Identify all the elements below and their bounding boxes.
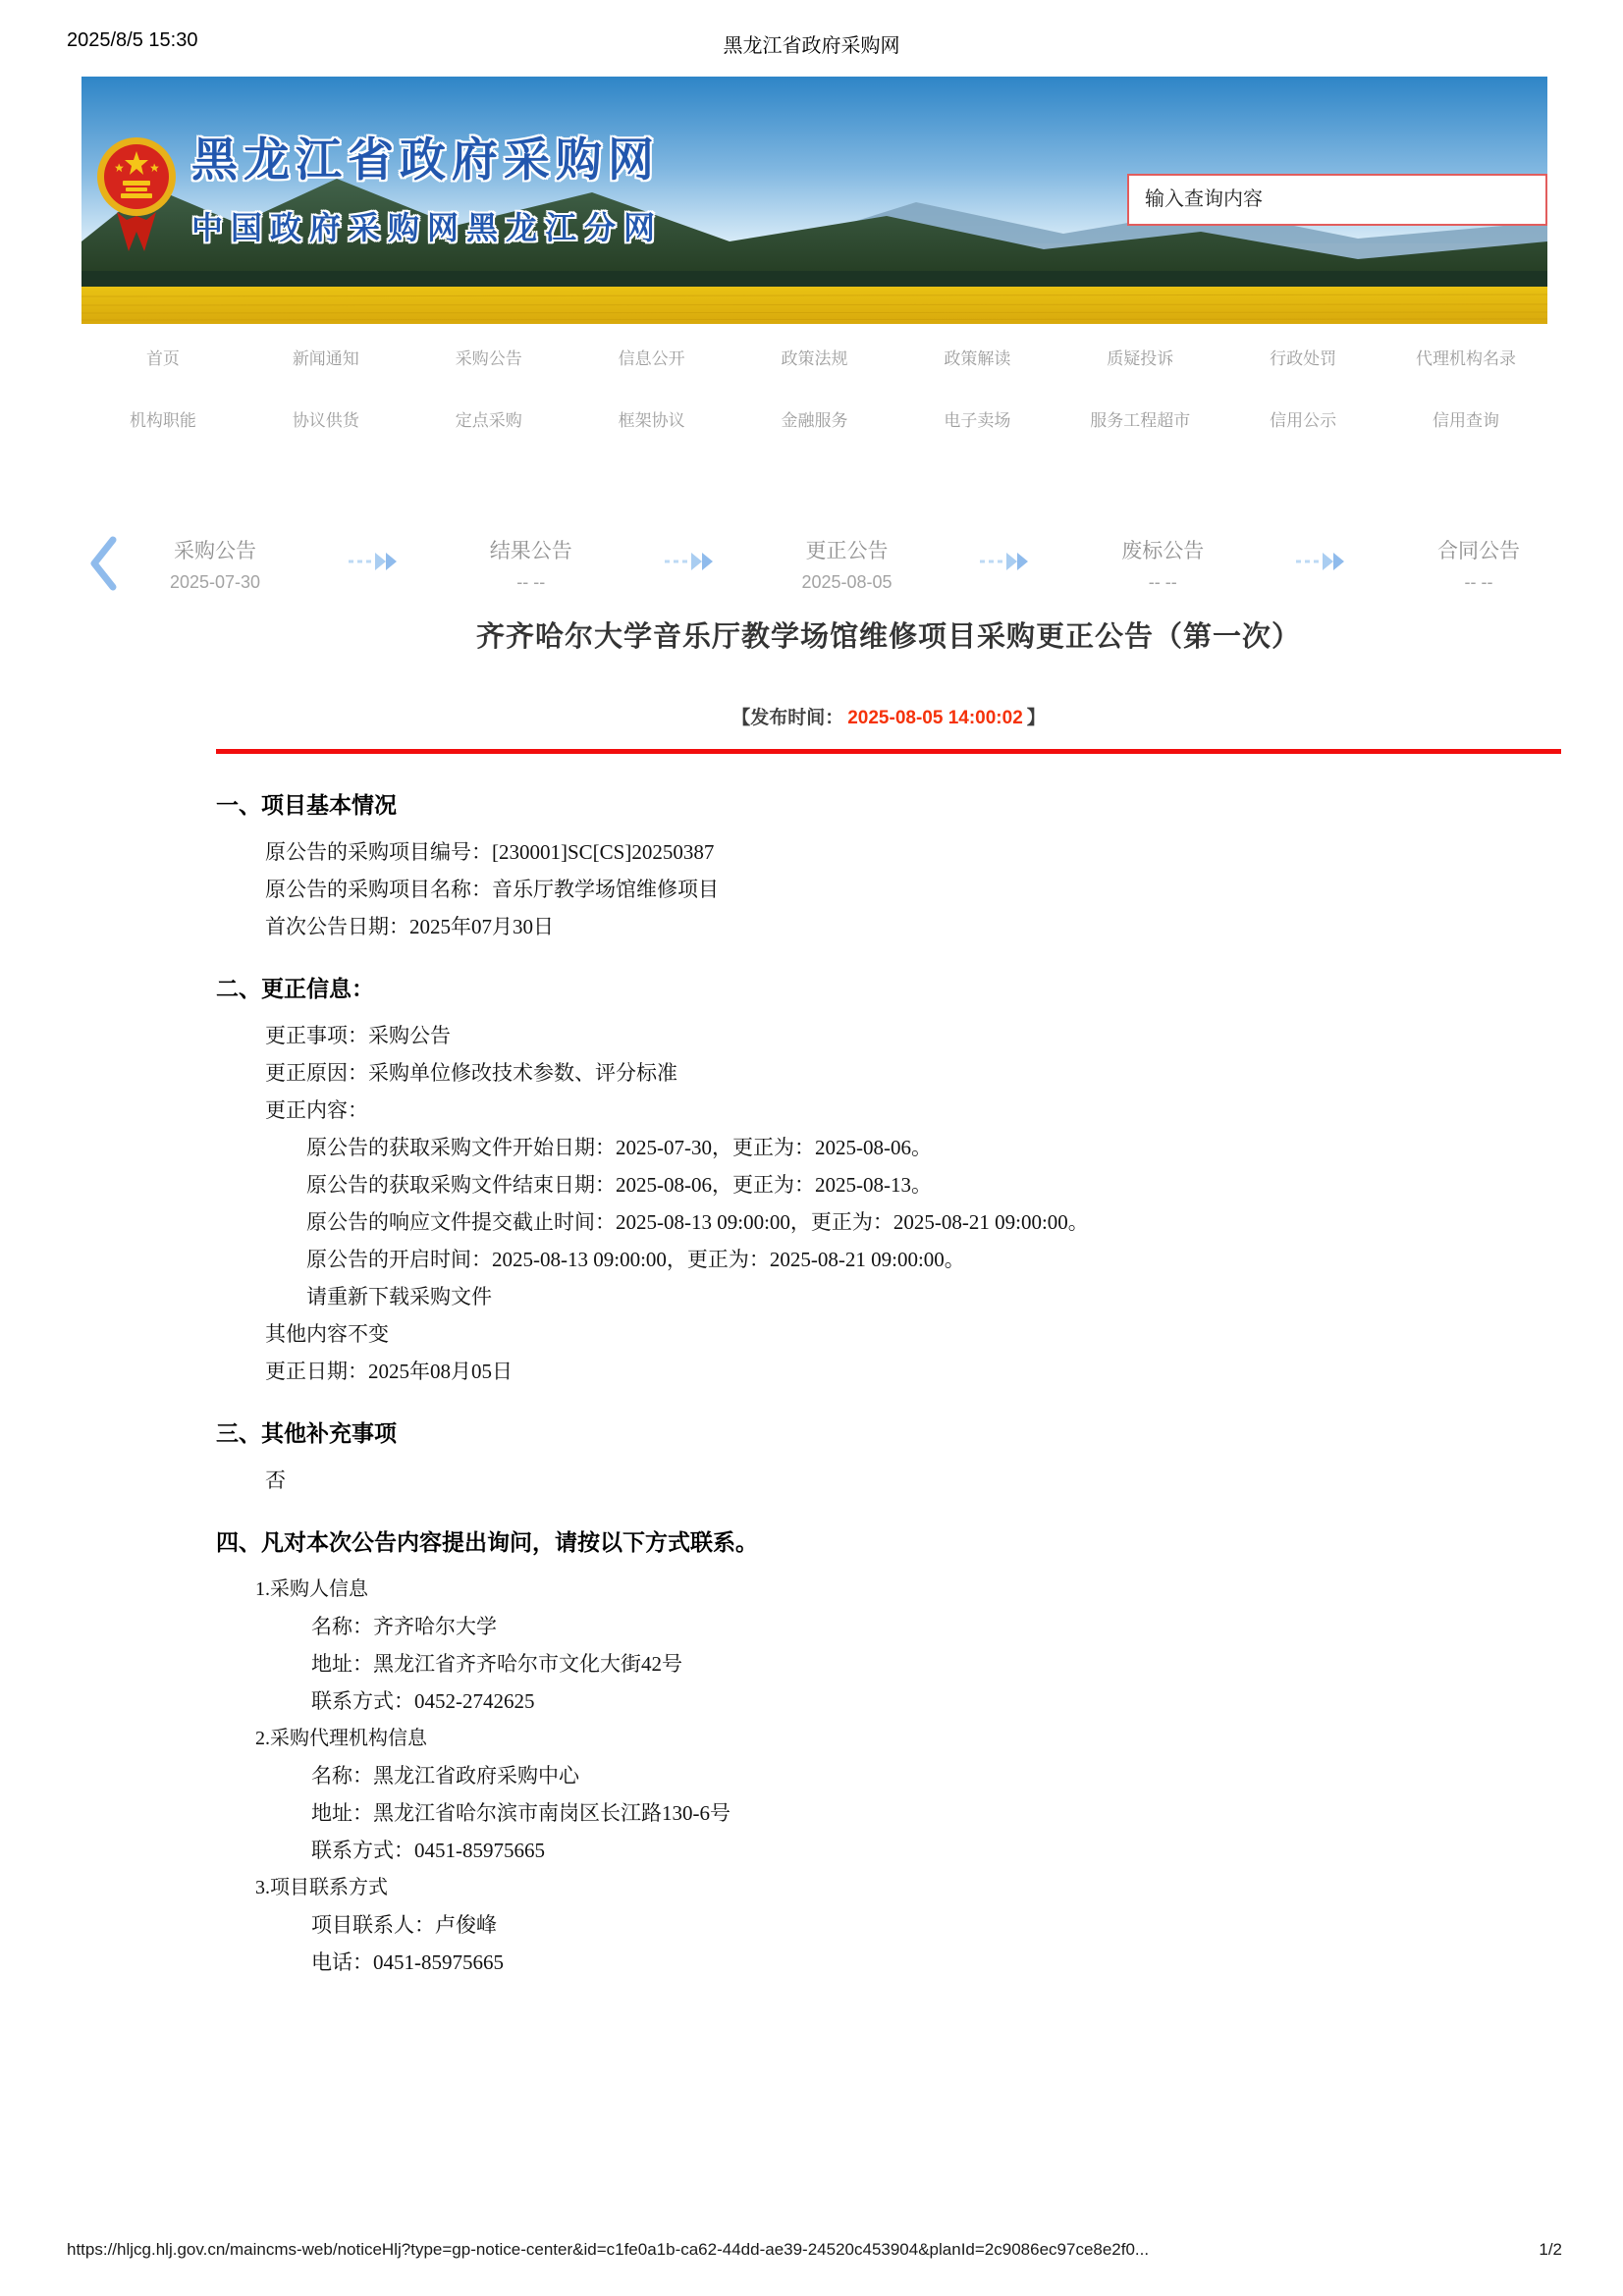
timeline-stages [146,535,1547,593]
nav-row-2-item-1[interactable]: 协议供货 [292,411,359,430]
site-banner [81,77,1547,324]
nav-row-1-item-2[interactable]: 采购公告 [455,349,522,368]
search-input[interactable] [1129,176,1545,224]
section-heading-3: 三、其他补充事项 [216,1421,397,1446]
notice-line: 名称：齐齐哈尔大学 [311,1615,497,1638]
chevron-left-icon[interactable] [87,535,119,592]
timeline-stage-2[interactable] [779,535,916,593]
notice-line: 2.采购代理机构信息 [255,1728,427,1749]
notice-body [216,787,1561,1977]
notice-line: 原公告的响应文件提交截止时间：2025-08-13 09:00:00，更正为：2025-08-21 09:00:00。 [306,1210,1089,1234]
timeline-stage-date: -- -- [1148,571,1177,592]
nav-row-2-item-8[interactable]: 信用查询 [1433,411,1500,430]
notice-line: 更正原因：采购单位修改技术参数、评分标准 [265,1061,677,1085]
timeline-stage-date: 2025-08-05 [801,571,893,592]
notice-line: 首次公告日期：2025年07月30日 [265,915,554,938]
nav-row-2-item-0[interactable]: 机构职能 [129,411,196,430]
notice-line: 地址：黑龙江省齐齐哈尔市文化大街42号 [311,1652,682,1676]
notice-article [216,616,1561,1985]
timeline-stage-date: -- -- [1464,571,1493,592]
notice-line: 更正内容： [265,1098,368,1122]
red-divider [216,749,1561,754]
page-indicator: 1/2 [1539,2240,1562,2259]
nav-row-2-item-2[interactable]: 定点采购 [455,411,522,430]
timeline-stage-3[interactable] [1094,535,1231,593]
nav-row-2-item-5[interactable]: 电子卖场 [944,411,1011,430]
notice-line: 地址：黑龙江省哈尔滨市南岗区长江路130-6号 [311,1801,730,1825]
timeline-stage-label: 合同公告 [1437,539,1520,562]
timeline-stage-date: 2025-07-30 [169,571,261,592]
publish-time-line [216,703,1561,729]
timeline-stage-date: -- -- [516,571,546,592]
notice-timeline [81,512,1547,614]
nav-row-1-item-3[interactable]: 信息公开 [618,349,685,368]
banner-titles [191,124,663,248]
nav-row-1-item-1[interactable]: 新闻通知 [292,349,359,368]
china-national-emblem-icon [95,126,178,273]
notice-line: 3.项目联系方式 [255,1877,388,1898]
notice-line: 否 [265,1468,286,1492]
notice-line: 联系方式：0452-2742625 [311,1689,535,1713]
notice-line: 1.采购人信息 [255,1578,368,1600]
timeline-stage-label: 结果公告 [489,539,572,562]
notice-line: 电话：0451-85975665 [311,1950,504,1974]
site-title: 黑龙江省政府采购网 [191,133,660,186]
notice-line: 原公告的开启时间：2025-08-13 09:00:00，更正为：2025-08-21 09:00:00。 [306,1248,965,1271]
notice-line: 原公告的采购项目编号：[230001]SC[CS]20250387 [265,840,715,864]
publish-prefix: 【发布时间： [731,708,844,728]
section-heading-1: 一、项目基本情况 [216,793,397,818]
nav-row-1-item-7[interactable]: 行政处罚 [1270,349,1337,368]
notice-line: 联系方式：0451-85975665 [311,1839,545,1862]
nav-row-1-item-5[interactable]: 政策解读 [944,349,1011,368]
nav-row-1-item-4[interactable]: 政策法规 [781,349,848,368]
notice-line: 更正日期：2025年08月05日 [265,1360,513,1383]
print-doc-title: 黑龙江省政府采购网 [723,35,900,57]
timeline-stage-label: 采购公告 [174,539,256,562]
section-heading-4: 四、凡对本次公告内容提出询问，请按以下方式联系。 [216,1530,758,1555]
nav-row-2-item-3[interactable]: 框架协议 [618,411,685,430]
timeline-stage-label: 更正公告 [805,539,889,562]
nav-row-2-item-7[interactable]: 信用公示 [1270,411,1337,430]
nav-row-1 [81,326,1547,388]
timeline-stage-0[interactable] [146,535,284,593]
nav-row-2-item-4[interactable]: 金融服务 [781,411,848,430]
notice-title: 齐齐哈尔大学音乐厅教学场馆维修项目采购更正公告（第一次） [475,621,1301,653]
publish-time: 2025-08-05 14:00:02 [847,708,1023,728]
timeline-stage-4[interactable] [1410,535,1547,593]
notice-line: 其他内容不变 [265,1322,389,1346]
double-arrow-right-icon [978,550,1031,578]
notice-line: 请重新下载采购文件 [306,1285,492,1308]
site-subtitle: 中国政府采购网黑龙江分网 [191,210,664,245]
nav-row-2-item-6[interactable]: 服务工程超市 [1090,411,1191,430]
main-nav [81,326,1547,450]
timeline-stage-label: 废标公告 [1121,539,1205,562]
timeline-stage-1[interactable] [462,535,600,593]
double-arrow-right-icon [347,550,400,578]
publish-suffix: 】 [1026,708,1046,728]
print-datetime: 2025/8/5 15:30 [67,29,198,51]
print-header [0,0,1623,59]
section-heading-2: 二、更正信息： [216,977,374,1001]
footer-url: https://hljcg.hlj.gov.cn/maincms-web/noticeHlj?type=gp-notice-center&id=c1fe0a1b-ca62-44dd-ae39-24520c453904&planId=2c9086ec97ce8e2f0... [67,2240,1150,2259]
nav-row-1-item-0[interactable]: 首页 [145,349,180,368]
nav-row-2 [81,388,1547,450]
nav-row-1-item-6[interactable]: 质疑投诉 [1107,349,1174,368]
nav-row-1-item-8[interactable]: 代理机构名录 [1416,349,1517,368]
print-footer [67,2240,1562,2260]
notice-line: 原公告的采购项目名称：音乐厅教学场馆维修项目 [265,878,719,901]
notice-line: 原公告的获取采购文件结束日期：2025-08-06，更正为：2025-08-13。 [306,1173,932,1197]
double-arrow-right-icon [663,550,716,578]
double-arrow-right-icon [1294,550,1347,578]
notice-line: 更正事项：采购公告 [265,1024,451,1047]
notice-line: 项目联系人：卢俊峰 [311,1913,497,1937]
notice-line: 名称：黑龙江省政府采购中心 [311,1764,579,1788]
notice-line: 原公告的获取采购文件开始日期：2025-07-30，更正为：2025-08-06。 [306,1136,932,1159]
search-box [1127,174,1547,226]
